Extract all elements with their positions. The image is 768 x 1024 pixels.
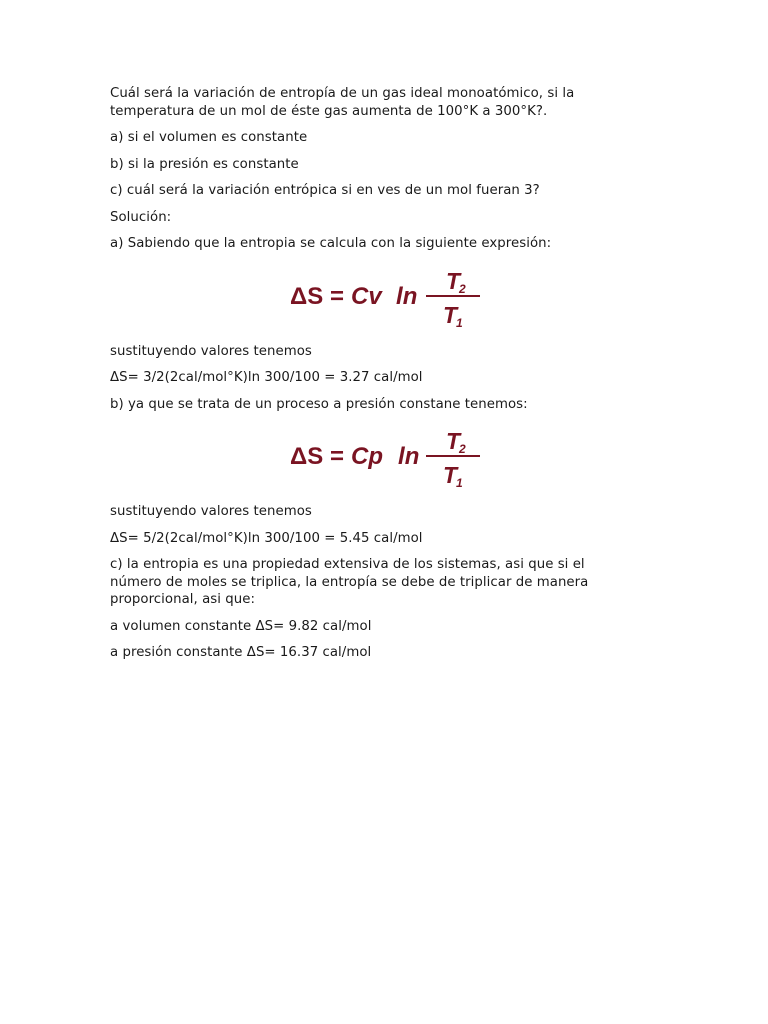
formula-cp-image — [288, 422, 488, 490]
formula-cv-image — [288, 262, 488, 330]
document-page — [110, 85, 630, 671]
formula-cv-equals: = — [330, 282, 345, 310]
formula-cv-numerator: T — [446, 267, 461, 294]
part-c-question: c) cuál será la variación entrópica si en ves de un mol fueran 3? — [110, 183, 540, 198]
answer-b-intro: b) ya que se trata de un proceso a presión constane tenemos: — [110, 396, 528, 412]
solution-heading: Solución: — [110, 209, 172, 225]
formula-cv-coefficient: Cv — [351, 282, 382, 310]
formula-cv-ln: ln — [396, 282, 418, 310]
part-b-question: b) si la presión es constante — [110, 156, 299, 172]
formula-cv-denominator-sub: 1 — [456, 315, 463, 330]
formula-cp-ln: ln — [398, 443, 420, 470]
formula-cp-denominator-sub: 1 — [456, 476, 463, 490]
result-c-volume: a volumen constante ΔS= 9.82 cal/mol — [110, 618, 372, 634]
formula-cv-numerator-sub: 2 — [459, 281, 466, 296]
result-a: ΔS= 3/2(2cal/mol°K)ln 300/100 = 3.27 cal/mol — [110, 370, 423, 385]
formula-cp-denominator: T — [443, 462, 458, 488]
question-line-2: temperatura de un mol de éste gas aumenta de 100°K a 300°K?. — [110, 103, 548, 119]
result-c-pressure: a presión constante ΔS= 16.37 cal/mol — [110, 645, 372, 660]
formula-cp-numerator-sub: 2 — [459, 442, 466, 456]
formula-cv-delta: ΔS — [290, 282, 324, 310]
formula-cp-coefficient: Cp — [351, 443, 384, 470]
answer-c-text — [110, 556, 630, 609]
question-text — [110, 85, 630, 120]
answer-c-line-3: proporcional, asi que: — [110, 592, 255, 607]
formula-cp-delta: ΔS — [290, 443, 324, 470]
answer-c-line-1: c) la entropia es una propiedad extensiva de los sistemas, asi que si el — [110, 557, 585, 572]
entropy-formula-cv — [110, 262, 630, 330]
answer-a-intro: a) Sabiendo que la entropia se calcula con la siguiente expresión: — [110, 236, 552, 251]
formula-cp-equals: = — [330, 443, 345, 470]
substituting-a: sustituyendo valores tenemos — [110, 343, 312, 359]
question-line-1: Cuál será la variación de entropía de un gas ideal monoatómico, si la — [110, 86, 575, 101]
part-a-question: a) si el volumen es constante — [110, 130, 308, 145]
entropy-formula-cp — [110, 422, 630, 490]
formula-cp-numerator: T — [446, 428, 461, 454]
formula-cv-denominator: T — [443, 301, 458, 328]
result-b: ΔS= 5/2(2cal/mol°K)ln 300/100 = 5.45 cal/mol — [110, 530, 423, 546]
answer-c-line-2: número de moles se triplica, la entropía se debe de triplicar de manera — [110, 574, 589, 590]
substituting-b: sustituyendo valores tenemos — [110, 504, 312, 519]
